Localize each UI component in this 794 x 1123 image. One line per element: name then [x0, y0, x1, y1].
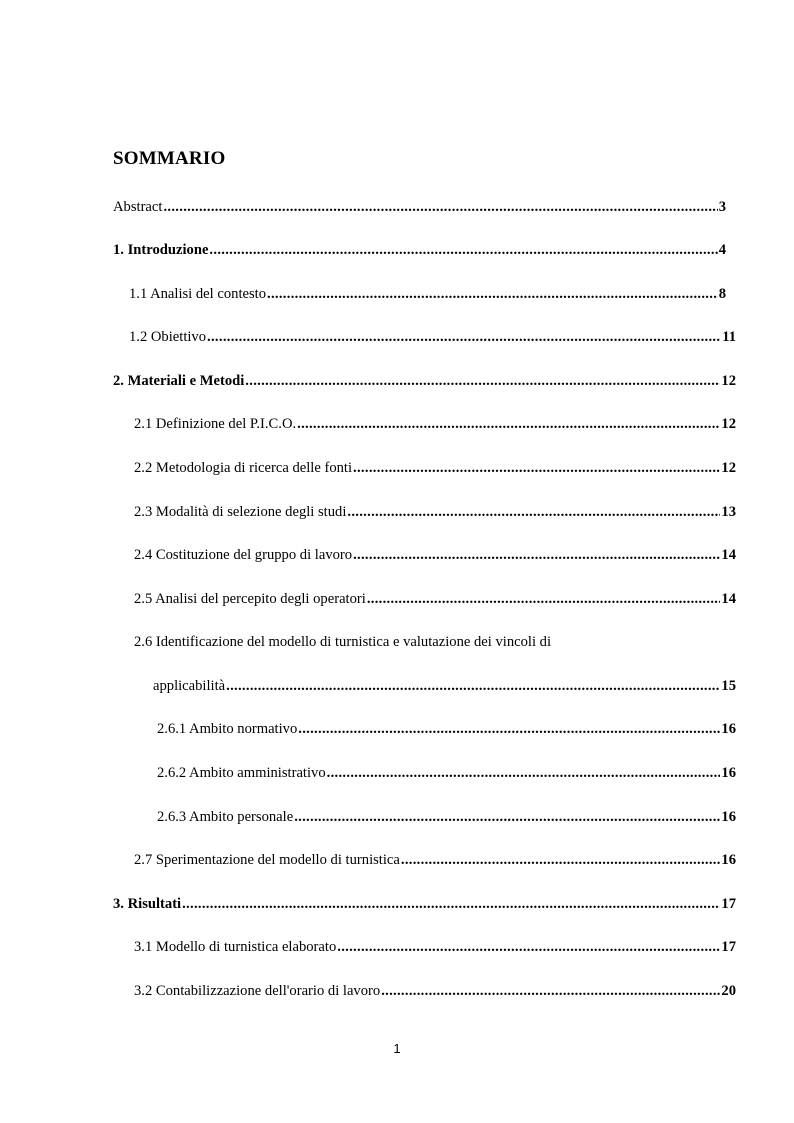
toc-entry-page: 12 [721, 460, 736, 476]
dot-leader [207, 328, 721, 346]
toc-entry-label: 2.3 Modalità di selezione degli studi [134, 504, 347, 520]
toc-entry-ambito-amministrativo[interactable] [157, 764, 736, 782]
toc-entry-label: 2.6.1 Ambito normativo [157, 721, 298, 737]
page-number: 1 [393, 1041, 401, 1056]
toc-entry-label: 2.7 Sperimentazione del modello di turnistica [134, 852, 400, 868]
toc-entry-obiettivo[interactable] [129, 328, 736, 346]
toc-entry-sperimentazione[interactable] [134, 851, 736, 869]
toc-entry-page: 16 [721, 721, 736, 737]
dot-leader [298, 720, 720, 738]
toc-entry-label: 2.2 Metodologia di ricerca delle fonti [134, 460, 353, 476]
toc-entry-definizione-pico[interactable] [134, 415, 736, 433]
toc-entry-modello-elaborato[interactable] [134, 938, 736, 956]
toc-entry-page: 13 [721, 504, 736, 520]
toc-entry-page: 16 [721, 852, 736, 868]
toc-entry-analisi-contesto[interactable] [129, 285, 726, 303]
toc-entry-label: 2.1 Definizione del P.I.C.O. [134, 416, 297, 432]
toc-entry-page: 16 [721, 809, 736, 825]
toc-entry-page: 12 [721, 373, 736, 389]
toc-entry-analisi-percepito[interactable] [134, 590, 736, 608]
dot-leader [226, 677, 720, 695]
toc-entry-page: 3 [718, 199, 726, 215]
dot-leader [182, 895, 720, 913]
toc-entry-label: 2.6.3 Ambito personale [157, 809, 294, 825]
toc-entry-page: 17 [721, 939, 736, 955]
dot-leader [297, 415, 720, 433]
toc-entry-metodologia-ricerca[interactable] [134, 459, 736, 477]
dot-leader [347, 503, 720, 521]
toc-entry-label: 2.6.2 Ambito amministrativo [157, 765, 326, 781]
toc-entry-page: 12 [721, 416, 736, 432]
toc-entry-label: 1. Introduzione [113, 242, 209, 258]
toc-entry-label: 2.4 Costituzione del gruppo di lavoro [134, 547, 353, 563]
dot-leader [163, 198, 717, 216]
toc-entry-introduzione[interactable] [113, 241, 726, 259]
toc-entry-label: 2. Materiali e Metodi [113, 373, 245, 389]
toc-entry-abstract[interactable] [113, 198, 726, 216]
toc-entry-materiali-metodi[interactable] [113, 372, 736, 390]
toc-entry-label: 3.1 Modello di turnistica elaborato [134, 939, 337, 955]
dot-leader [367, 590, 721, 608]
toc-entry-page: 17 [721, 896, 736, 912]
toc-entry-page: 16 [721, 765, 736, 781]
dot-leader [401, 851, 721, 869]
toc-entry-page: 20 [721, 983, 736, 999]
toc-entry-gruppo-lavoro[interactable] [134, 546, 736, 564]
toc-entry-risultati[interactable] [113, 895, 736, 913]
toc-heading: SOMMARIO [113, 148, 226, 169]
toc-entry-label: 2.5 Analisi del percepito degli operatori [134, 591, 366, 607]
toc-entry-label: Abstract [113, 199, 163, 215]
dot-leader [337, 938, 720, 956]
toc-entry-identificazione[interactable] [153, 677, 736, 695]
toc-entry-page: 15 [721, 678, 736, 694]
toc-entry-label: applicabilità [153, 678, 226, 694]
toc-entry-page: 14 [721, 547, 736, 563]
toc-entry-identificazione-first-line[interactable]: 2.6 Identificazione del modello di turnistica e valutazione dei vincoli di [134, 634, 552, 650]
toc-entry-label: 1.1 Analisi del contesto [129, 286, 267, 302]
dot-leader [381, 982, 720, 1000]
dot-leader [294, 808, 720, 826]
toc-entry-label: 3. Risultati [113, 896, 182, 912]
dot-leader [327, 764, 721, 782]
toc-entry-ambito-personale[interactable] [157, 808, 736, 826]
toc-entry-label: 3.2 Contabilizzazione dell'orario di lavoro [134, 983, 381, 999]
dot-leader [245, 372, 720, 390]
toc-entry-page: 4 [718, 242, 726, 258]
dot-leader [267, 285, 718, 303]
toc-entry-modalita-selezione[interactable] [134, 503, 736, 521]
dot-leader [209, 241, 717, 259]
toc-entry-page: 14 [721, 591, 736, 607]
toc-entry-page: 11 [722, 329, 736, 345]
dot-leader [353, 459, 720, 477]
toc-entry-label: 1.2 Obiettivo [129, 329, 207, 345]
dot-leader [353, 546, 720, 564]
toc-entry-ambito-normativo[interactable] [157, 720, 736, 738]
toc-entry-contabilizzazione-orario[interactable] [134, 982, 736, 1000]
toc-entry-page: 8 [718, 286, 726, 302]
